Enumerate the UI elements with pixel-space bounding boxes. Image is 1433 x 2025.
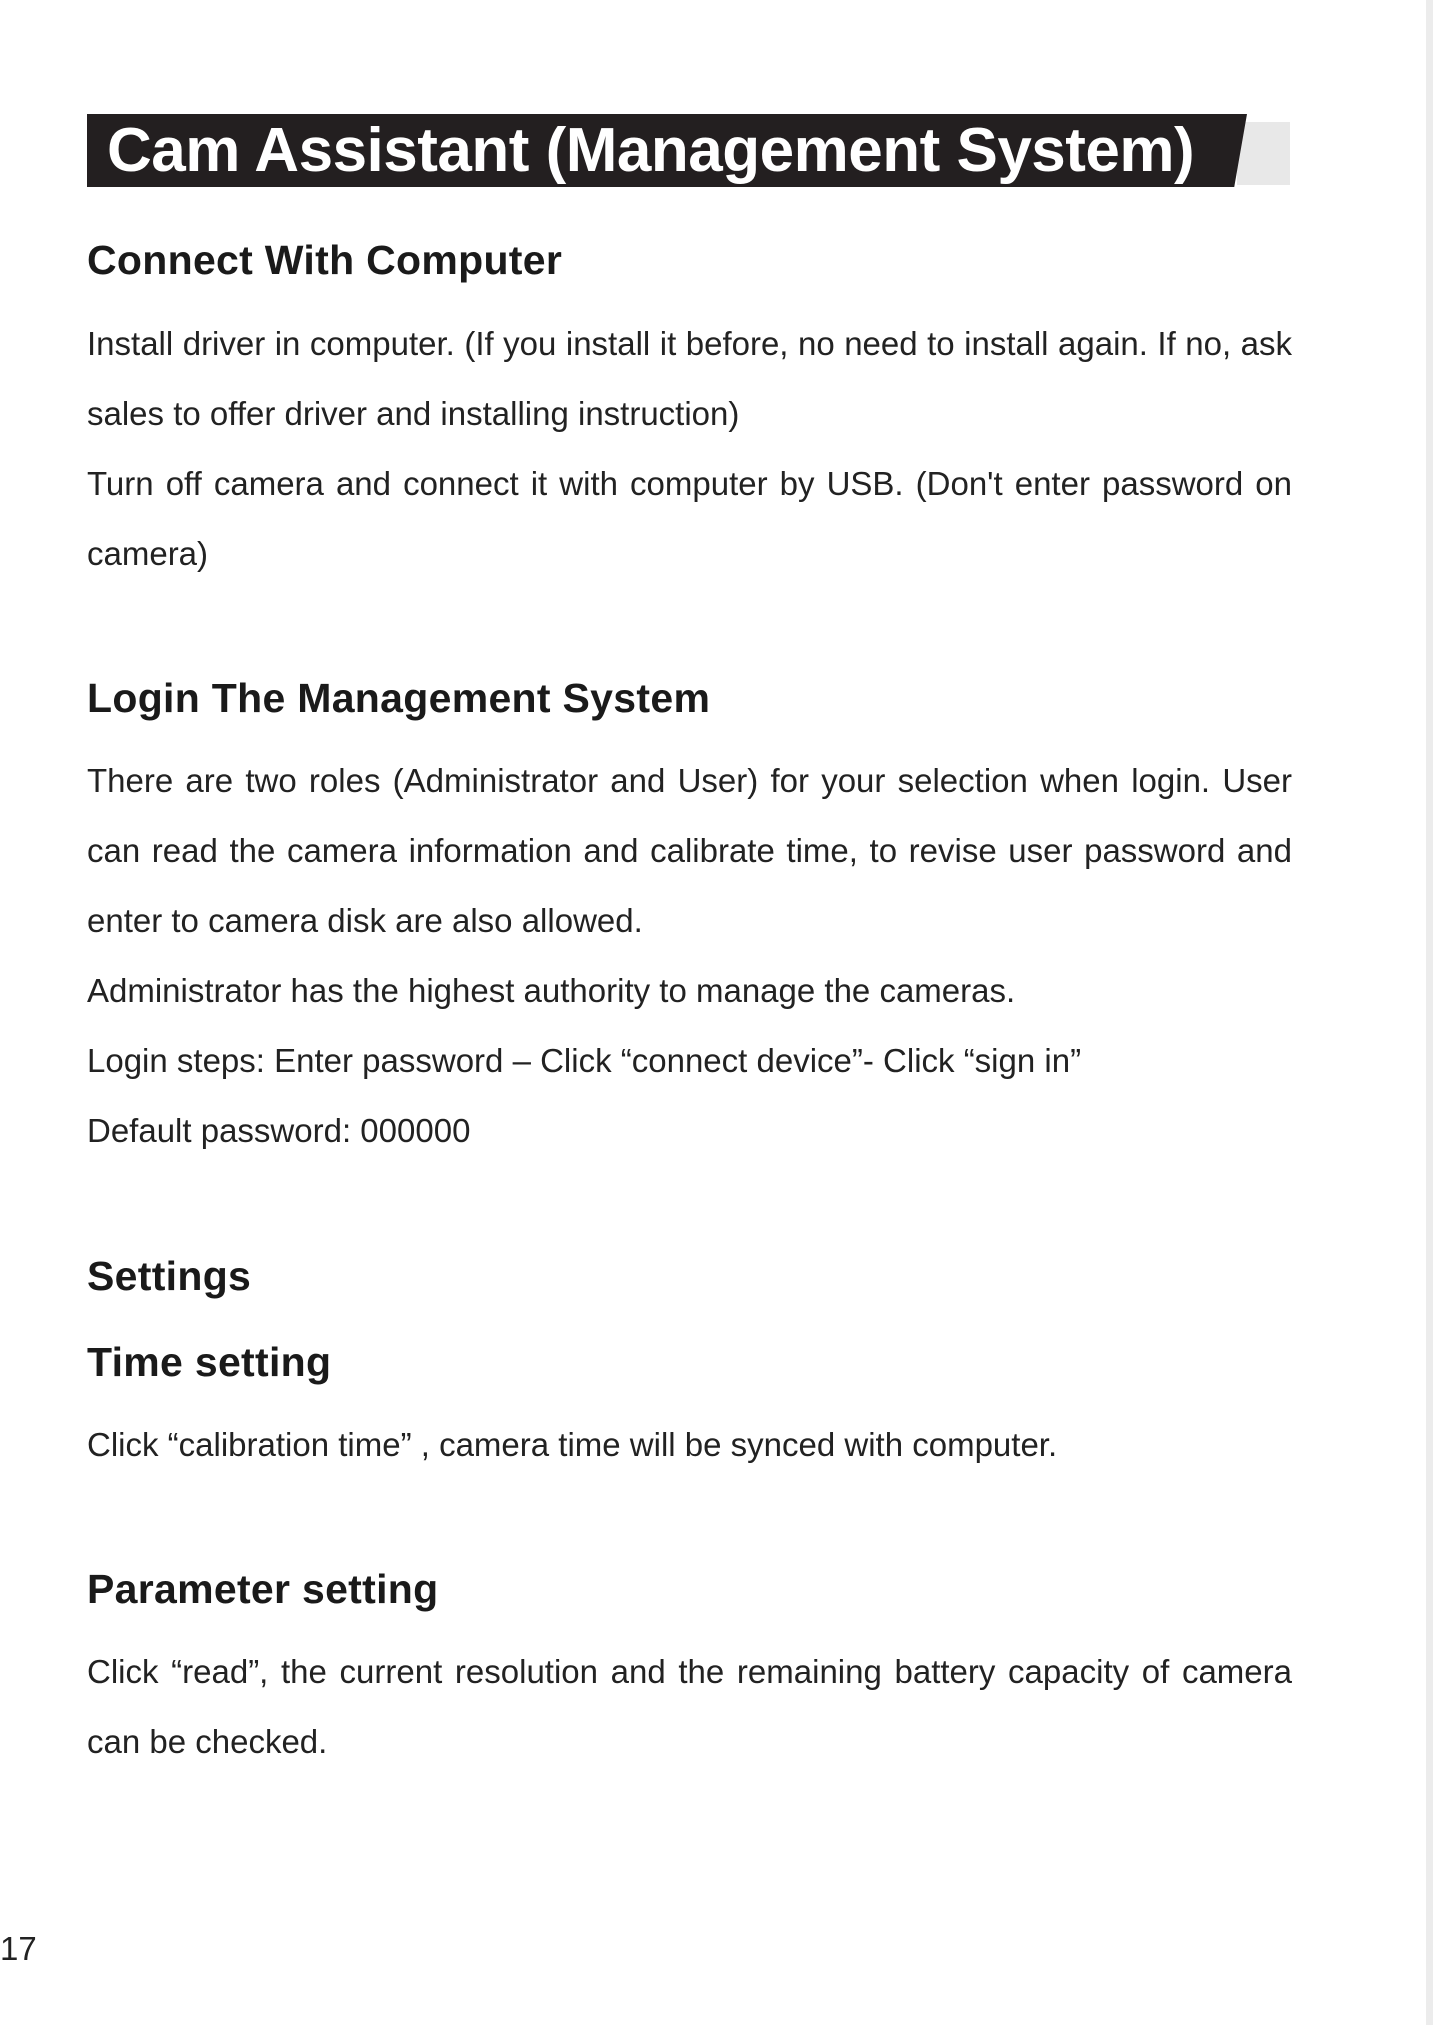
heading-parameter-setting: Parameter setting (87, 1566, 439, 1612)
title-banner-accent (1237, 122, 1290, 185)
parameter-setting-paragraph: Click “read”, the current resolution and the remaining battery capacity of camera can be checked. (87, 1653, 1292, 1760)
login-paragraph-steps: Login steps: Enter password – Click “connect device”- Click “sign in” (87, 1042, 1082, 1079)
time-setting-paragraph: Click “calibration time” , camera time will be synced with computer. (87, 1426, 1058, 1463)
heading-time-setting: Time setting (87, 1339, 332, 1385)
login-paragraph-administrator: Administrator has the highest authority to manage the cameras. (87, 972, 1016, 1009)
heading-login-management-system: Login The Management System (87, 675, 711, 721)
heading-settings: Settings (87, 1253, 252, 1299)
title-banner (87, 114, 1290, 187)
connect-paragraph-usb: Turn off camera and connect it with computer by USB. (Don't enter password on camera) (87, 465, 1292, 572)
page-title: Cam Assistant (Management System) (107, 116, 1195, 185)
heading-connect-with-computer: Connect With Computer (87, 237, 563, 283)
login-paragraph-default-password: Default password: 000000 (87, 1112, 471, 1149)
login-paragraph-roles: There are two roles (Administrator and User) for your selection when login. User can read the camera information and calibrate time, to revise user password and enter to camera disk are also allowed. (87, 762, 1292, 939)
page-edge-shadow (1426, 0, 1433, 2025)
connect-paragraph-driver: Install driver in computer. (If you install it before, no need to install again. If no, ask sales to offer driver and installing instruction) (87, 325, 1292, 432)
page-number: 17 (0, 1930, 37, 1967)
